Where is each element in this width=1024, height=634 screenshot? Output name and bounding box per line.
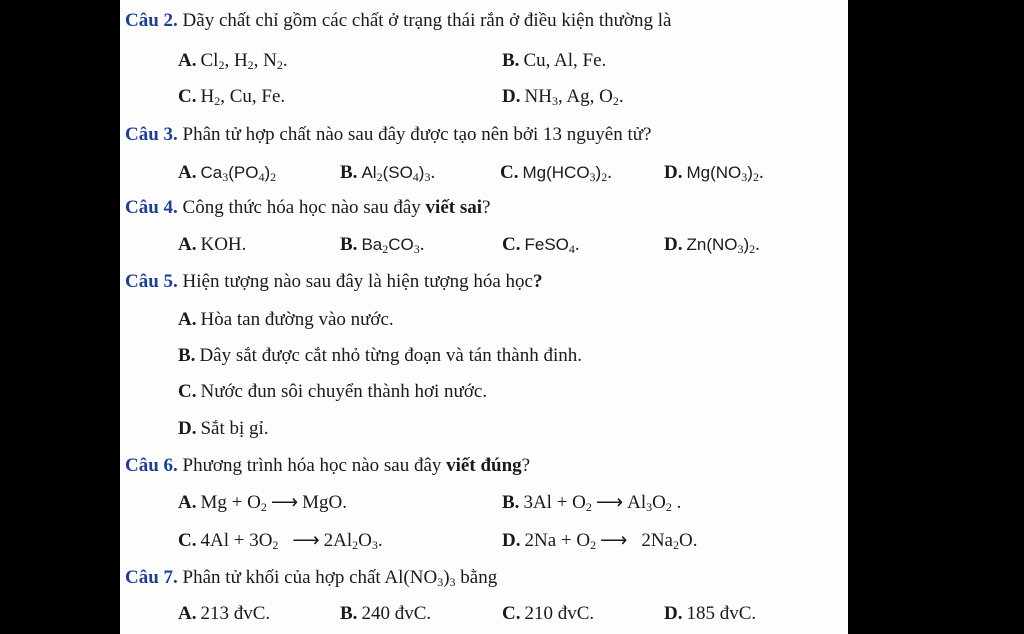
question-text: Dãy chất chỉ gồm các chất ở trạng thái rắn ở điều kiện thường là [182,10,672,31]
question-4: Câu 4. Công thức hóa học nào sau đây viết sai? [125,197,491,218]
question-number: Câu 2. [125,10,178,31]
q7-option-b[interactable]: B. 240 đvC. [340,603,432,624]
q5-option-d[interactable]: D. Sắt bị gỉ. [178,418,269,439]
right-arrow-icon: ⟶ [595,492,624,513]
question-2 [125,10,848,32]
q3-option-a[interactable]: A. $Ca_3(PO_4)_2$ [178,162,277,184]
q2-option-d[interactable]: D. $NH_3$, Ag, $O_2$. [502,86,624,108]
q4-option-c[interactable]: C. FeSO$_4$. [502,234,580,256]
q5-option-a[interactable]: A. Hòa tan đường vào nước. [178,309,394,330]
right-arrow-icon: ⟶ [270,492,299,513]
q3-option-b[interactable]: B. $Al_2(SO_4)_3$. [340,162,436,184]
q6-option-b[interactable]: B. $3Al + O_2$ ⟶ $Al_3O_2$ . [502,492,682,514]
q6-option-a[interactable]: A. $Mg + O_2$ ⟶ MgO. [178,492,347,514]
q7-option-c[interactable]: C. 210 đvC. [502,603,595,624]
document-page [120,0,848,634]
q5-option-c[interactable]: C. Nước đun sôi chuyển thành hơi nước. [178,381,488,402]
question-3: Câu 3. Phân tử hợp chất nào sau đây được tạo nên bởi 13 nguyên tử? [125,124,652,145]
q2-option-c[interactable]: C. $H_2$, Cu, Fe. [178,86,286,108]
q6-option-d[interactable]: D. $2Na + O_2$ ⟶ $2Na_2O$. [502,530,698,552]
q7-option-a[interactable]: A. 213 đvC. [178,603,271,624]
q4-option-d[interactable]: D. $Zn(NO_3)_2$. [664,234,760,256]
q3-option-d[interactable]: D. $Mg(NO_3)_2$. [664,162,764,184]
right-arrow-icon: ⟶ [292,530,320,551]
q2-option-b[interactable]: B. Cu, Al, Fe. [502,50,607,71]
right-arrow-icon: ⟶ [600,530,628,551]
q6-option-c[interactable]: C. $4Al + 3O_2$ ⟶ $2Al_2O_3$. [178,530,383,552]
q4-option-b[interactable]: B. $Ba_2CO_3$. [340,234,425,256]
question-5: Câu 5. Hiện tượng nào sau đây là hiện tượng hóa học? [125,271,543,292]
q7-option-d[interactable]: D. 185 đvC. [664,603,757,624]
question-6: Câu 6. Phương trình hóa học nào sau đây viết đúng? [125,455,531,476]
q2-option-a[interactable]: A. $Cl_2$, $H_2$, $N_2$. [178,50,288,72]
q5-option-b[interactable]: B. Dây sắt được cắt nhỏ từng đoạn và tán thành đinh. [178,345,583,366]
q3-option-c[interactable]: C. $Mg(HCO_3)_2$. [500,162,612,184]
q4-option-a[interactable]: A. KOH. [178,234,247,255]
question-7: Câu 7. Phân tử khối của hợp chất $Al(NO_3)_3$ bằng [125,567,498,589]
